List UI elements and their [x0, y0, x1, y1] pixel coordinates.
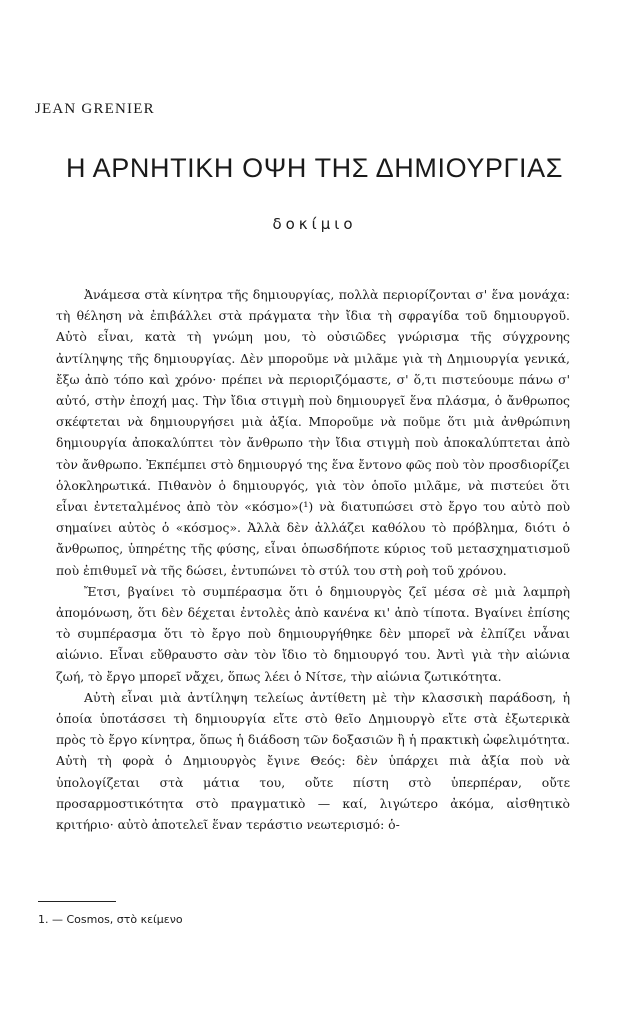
author-name: JEAN GRENIER	[35, 101, 155, 117]
article-body	[56, 284, 570, 835]
paragraph: Αὐτὴ εἶναι μιὰ ἀντίληψη τελείως ἀντίθετη μὲ τὴν κλασσικὴ παράδοση, ἡ ὁποία ὑποτάσσει τὴ δημιουργία εἴτε στὸ θεῖο Δημιουργὸ εἴτε στὰ ἐξωτερικὰ πρὸς τὸ ἔργο κίνητρα, ὅπως ἡ διάδοση τῶν δοξασιῶν ἢ ἡ πρακτικὴ ὠφελιμότητα. Αὐτὴ τὴ φορὰ ὁ Δημιουργὸς ἔγινε Θεός: δὲν ὑπάρχει πιὰ ἀξία ποὺ νὰ ὑπολογίζεται στὰ μάτια του, οὔτε πίστη στὸ ὑπερπέραν, οὔτε προσαρμοστικότητα στὸ πραγματικὸ — καί, λιγώτερο ἀκόμα, αἰσθητικὸ κριτήριο· αὐτὸ ἀποτελεῖ ἕναν τεράστιο νεωτερισμό: ὁ-	[56, 689, 570, 833]
paragraph: Ἀνάμεσα στὰ κίνητρα τῆς δημιουργίας, πολλὰ περιορίζονται σ' ἕνα μονάχα: τὴ θέληση νὰ ἐπιβάλλει στὰ πράγματα τὴν ἴδια τὴ σφραγίδα τοῦ δημιουργοῦ. Αὐτὸ εἶναι, κατὰ τὴ γνώμη μου, τὸ οὐσιῶδες γνώρισμα τῆς σύγχρονης ἀντίληψης τῆς δημιουργίας. Δὲν μποροῦμε νὰ μιλᾶμε γιὰ τὴ Δημιουργία γενικά, ἔξω ἀπὸ τόπο καὶ χρόνο· πρέπει νὰ περιοριζόμαστε, σ' ὅ,τι πιστεύουμε πάνω σ' αὐτό, στὴν ἐποχή μας. Τὴν ἴδια στιγμὴ ποὺ δημιουργεῖ ἕνα πλάσμα, ὁ ἄνθρωπος σκέφτεται νὰ δημιουργήσει μιὰ ἀξία. Μποροῦμε νὰ ποῦμε ὅτι μιὰ ἀνθρώπινη δημιουργία ἀποκαλύπτει τὸν ἄνθρωπο τὴν ἴδια στιγμὴ ποὺ ἀποκαλύπτεται ἀπὸ τὸν ἄνθρωπο. Ἐκπέμπει στὸ δημιουργό της ἕνα ἔντονο φῶς ποὺ τὸν προσδιορίζει ὁλοκληρωτικά. Πιθανὸν ὁ δημιουργός, γιὰ τὸν ὁποῖο μιλᾶμε, νὰ πιστεύει ὅτι εἶναι ἐντεταλμένος ἀπὸ τὸν «κόσμο»(¹) νὰ διατυπώσει στὸ ἔργο του αὐτὸ ποὺ σημαίνει αὐτὸς ὁ «κόσμος». Ἀλλὰ δὲν ἀλλάζει καθόλου τὸ πρόβλημα, διότι ὁ ἄνθρωπος, ὑπηρέτης τῆς φύσης, εἶναι ὁπωσδήποτε κύριος τοῦ μετασχηματισμοῦ ποὺ ἐπιθυμεῖ νὰ τῆς δώσει, ἐντυπώνει τὸ στύλ του στὴ ροὴ τοῦ χρόνου.	[56, 287, 570, 578]
footnote: 1. — Cosmos, στὸ κείμενο	[38, 913, 183, 926]
article-title: Η ΑΡΝΗΤΙΚΗ ΟΨΗ ΤΗΣ ΔΗΜΙΟΥΡΓΙΑΣ	[65, 153, 564, 183]
paragraph: Ἔτσι, βγαίνει τὸ συμπέρασμα ὅτι ὁ δημιουργὸς ζεῖ μέσα σὲ μιὰ λαμπρὴ ἀπομόνωση, ὅτι δὲν δέχεται ἐντολὲς ἀπὸ κανένα κι' ἀπὸ τίποτα. Βγαίνει ἐπίσης τὸ συμπέρασμα ὅτι τὸ ἔργο ποὺ δημιουργήθηκε δὲν μπορεῖ νὰ ἐλπίζει νἆναι αἰώνιο. Εἶναι εὔθραυστο σὰν τὸν ἴδιο τὸ δημιουργό του. Ἀντὶ γιὰ τὴν αἰώνια ζωή, τὸ ἔργο μπορεῖ νἄχει, ὅπως λέει ὁ Νίτσε, τὴν αἰώνια ζωτικότητα.	[56, 583, 570, 684]
footnote-divider	[38, 901, 116, 902]
article-subtitle: δοκίμιο	[272, 215, 357, 233]
